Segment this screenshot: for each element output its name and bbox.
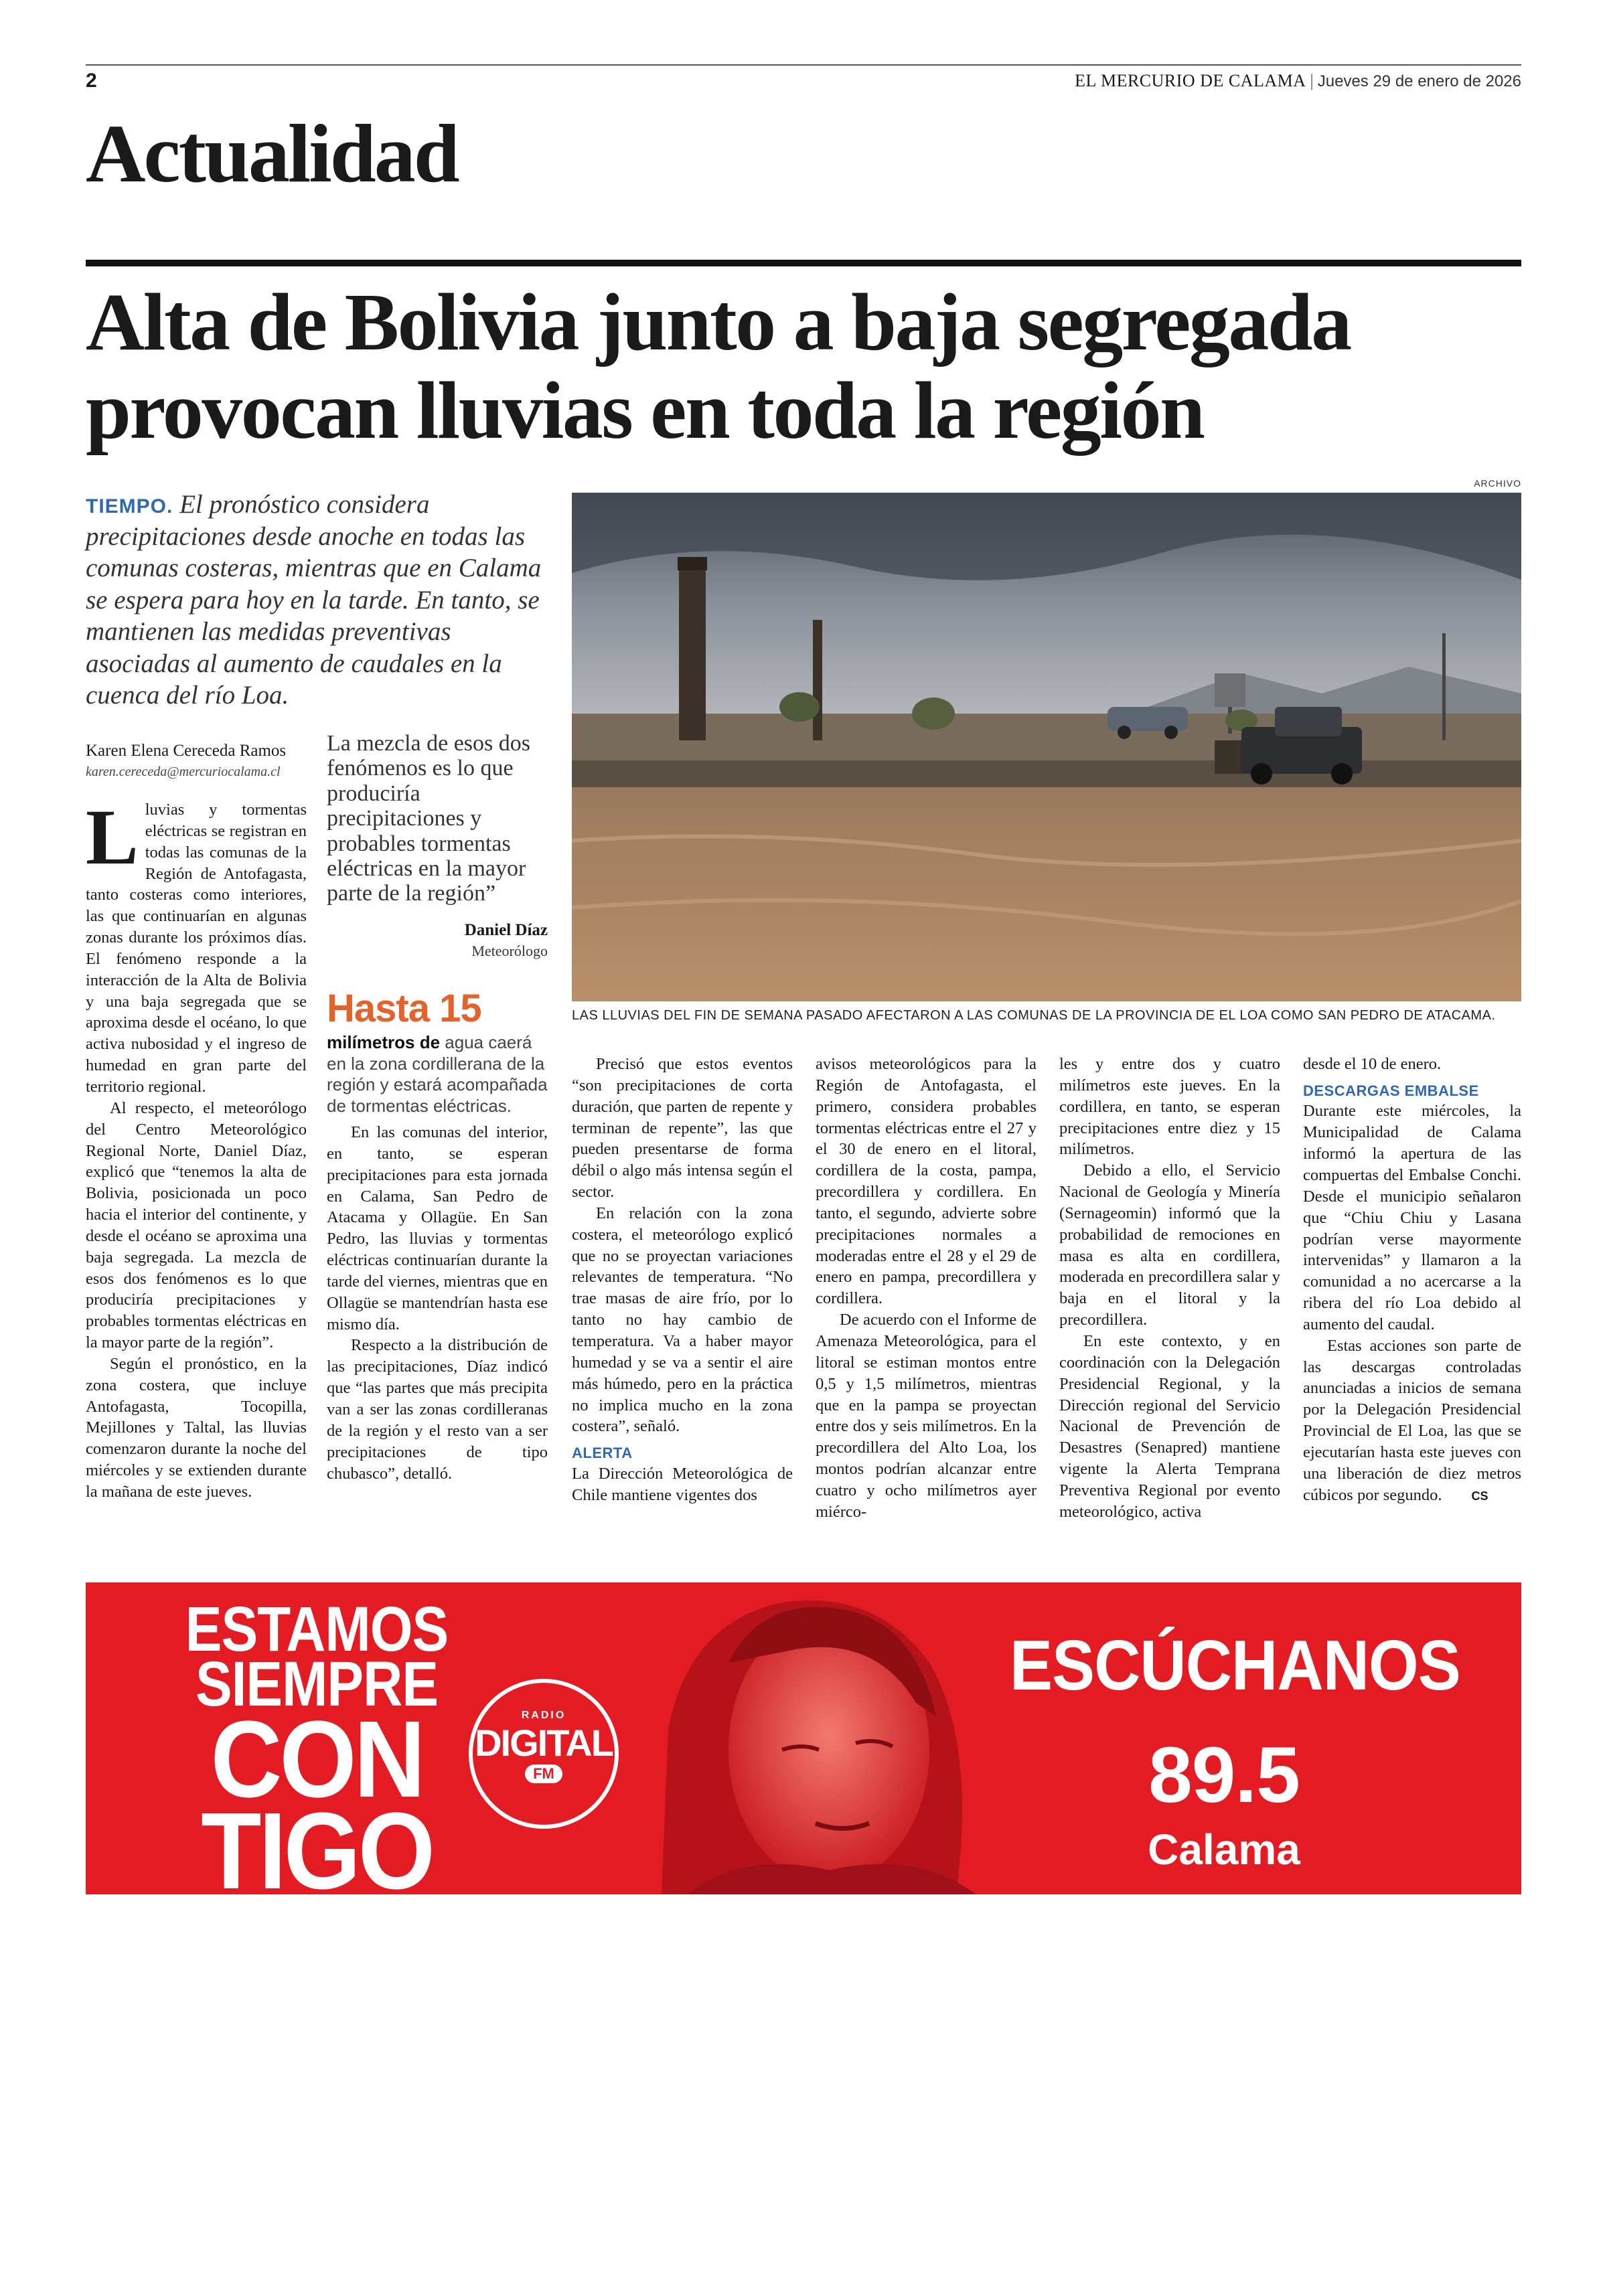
flood-photo-illustration [572, 493, 1521, 1001]
ad-slogan-line-2: SIEMPRE [195, 1649, 439, 1720]
stat-description [327, 1032, 548, 1117]
body-column-1 [86, 793, 307, 1503]
body-column-5 [1059, 1054, 1280, 1523]
radio-advertisement[interactable] [86, 1582, 1521, 1894]
body-paragraph: Precisó que estos eventos “son precipitaciones de corta duración, que parten de repente y terminan de repente”, las que pueden presentarse de forma débil o algo más intensa según el sector. [572, 1055, 793, 1202]
drop-cap: L [86, 793, 139, 881]
body-paragraph: avisos meteorológicos para la Región de Antofagasta, el primero, considera probables tormentas eléctricas entre el 27 y el 30 de enero en el litoral, cordillera de la costa, pampa, precordillera y cordillera. En tanto, el segundo, advierte sobre precipitaciones normales a moderadas entre el 28 y el 29 de enero en pampa, precordillera y cordillera. [816, 1055, 1037, 1308]
masthead [1075, 71, 1521, 91]
body-column-6 [1303, 1054, 1521, 1505]
body-column-3 [572, 1054, 793, 1505]
pull-quote-text: La mezcla de esos dos fenómenos es lo que produciría precipitaciones y probables tormentas eléctricas en la mayor parte de la región” [327, 731, 530, 906]
stat-bold: milímetros de [327, 1032, 441, 1052]
ad-slogan [139, 1594, 494, 1894]
ad-listen-text: ESCÚCHANOS [1010, 1626, 1460, 1706]
subhead-alerta: ALERTA [572, 1445, 633, 1462]
lead-text: El pronóstico considera precipitaciones desde anoche en todas las comunas costeras, mientras que en Calama se espera para hoy en la tarde. En tanto, se mantienen las medidas preventivas asociadas al aumento de caudales en la cuenca del río Loa. [86, 490, 542, 710]
headline [86, 278, 1521, 455]
body-paragraph: Debido a ello, el Servicio Nacional de Geología y Minería (Sernageomin) informó que la probabilidad de remociones en masa es alta en cordillera, moderada en precordillera salar y baja en el litoral y la precordillera. [1059, 1161, 1280, 1329]
body-column-4 [816, 1054, 1037, 1523]
body-paragraph: En relación con la zona costera, el meteorólogo explicó que no se proyectan variaciones relevantes de temperatura. “No trae masas de aire frío, por lo tanto no hay cambio de temperatura. Va a haber mayor humedad y se va a sentir el aire más húmedo, pero en la práctica no implica mucho en la zona costera”, señaló. [572, 1204, 793, 1436]
logo-digital-text: DIGITAL [475, 1722, 613, 1764]
ad-frequency: 89.5 [1148, 1731, 1300, 1819]
pull-quote [327, 731, 548, 960]
ad-city: Calama [1148, 1825, 1300, 1874]
body-paragraph [86, 793, 307, 1098]
body-column-2 [327, 1122, 548, 1484]
headline-line-1: Alta de Bolivia junto a baja segregada [86, 277, 1351, 367]
photo-caption: LAS LLUVIAS DEL FIN DE SEMANA PASADO AFECTARON A LAS COMUNAS DE LA PROVINCIA DE EL LOA COMO SAN PEDRO DE ATACAMA. [572, 1008, 1496, 1023]
lead-paragraph [86, 489, 548, 712]
body-paragraph: En las comunas del interior, en tanto, se esperan precipitaciones para esta jornada en Calama, San Pedro de Atacama y Ollagüe. En San Pedro, las lluvias y tormentas eléctricas continuarían durante la tarde del viernes, mientras que en Ollagüe se mantendrían hasta ese mismo día. [327, 1123, 548, 1333]
masthead-separator: | [1310, 71, 1314, 90]
logo-radio-text: RADIO [521, 1710, 566, 1721]
flood-photo [572, 493, 1521, 1001]
publication-name: EL MERCURIO DE CALAMA [1075, 71, 1306, 90]
pull-quote-role: Meteorólogo [471, 942, 548, 959]
body-paragraph: De acuerdo con el Informe de Amenaza Meteorológica, para el litoral se estiman montos entre 0,5 y 1,5 milímetros, mientras que en la pampa se proyectan entre dos y seis milímetros. En la precordillera del Alto Loa, los montos podrían alcanzar entre cuatro y ocho milímetros ayer miérco- [816, 1311, 1037, 1521]
body-paragraph: Durante este miércoles, la Municipalidad de Calama informó la apertura de las compuertas del Embalse Conchi. Desde el municipio señalaron que “Chiu Chiu y Lasana podrían verse mayormente intervenidas” y llamaron a la comunidad a no acercarse a la ribera del río Loa debido al aumento del caudal. [1303, 1102, 1521, 1333]
body-paragraph [1303, 1335, 1521, 1506]
body-paragraph: les y entre dos y cuatro milímetros este jueves. En la cordillera, en tanto, se esperan precipitaciones entre diez y 15 milímetros. [1059, 1055, 1280, 1159]
section-rule [86, 260, 1521, 266]
paragraph-text: Estas acciones son parte de las descargas controladas anunciadas a inicios de semana por la Delegación Presidencial Provincial de El Loa, las que se ejecutarían hasta este jueves con una liberación de diez metros cúbicos por segundo. [1303, 1336, 1521, 1504]
stat-value: Hasta 15 [327, 987, 481, 1030]
body-paragraph: desde el 10 de enero. [1303, 1055, 1442, 1073]
pull-quote-author: Daniel Díaz [464, 920, 548, 939]
stat-rest: agua caerá en la zona cordillerana de la región y estará acompañada de tormentas eléctricas. [327, 1032, 548, 1117]
page-number: 2 [86, 70, 97, 92]
section-title: Actualidad [86, 108, 458, 199]
body-paragraph: Según el pronóstico, en la zona costera, que incluye Antofagasta, Tocopilla, Mejillones y Taltal, las lluvias comenzaron durante la noche del miércoles y se extienden durante la mañana de este jueves. [86, 1354, 307, 1501]
byline [86, 742, 313, 780]
ad-slogan-line-1: ESTAMOS [185, 1594, 449, 1665]
byline-name: Karen Elena Cereceda Ramos [86, 742, 287, 760]
photo-credit: ARCHIVO [1474, 478, 1521, 489]
byline-email[interactable]: karen.cereceda@mercuriocalama.cl [86, 764, 281, 779]
radio-digital-logo [469, 1679, 619, 1829]
logo-fm-badge: FM [525, 1765, 562, 1783]
ad-call-to-action [1010, 1626, 1460, 1874]
ad-slogan-line-3: CON [210, 1698, 423, 1820]
end-mark: CS [1471, 1489, 1488, 1503]
lead-kicker: TIEMPO. [86, 495, 173, 517]
body-paragraph: Al respecto, el meteorólogo del Centro Meteorológico Regional Norte, Daniel Díaz, explicó que “tenemos la alta de Bolivia, posicionada un poco hacia el interior del continente, y desde el océano se aproxima una baja segregada. La mezcla de esos dos fenómenos es lo que produciría precipitaciones y probables tormentas eléctricas en la mayor parte de la región”. [86, 1098, 307, 1352]
body-paragraph: Respecto a la distribución de las precipitaciones, Díaz indicó que “las partes que más precipita van a ser las zonas cordilleranas de la región y el resto van a ser precipitaciones de tipo chubasco”, detalló. [327, 1336, 548, 1483]
body-paragraph: En este contexto, y en coordinación con la Delegación Presidencial Regional, y la Dirección regional del Servicio Nacional de Prevención de Desastres (Senapred) mantiene vigente la Alerta Temprana Preventiva Regional por evento meteorológico, activa [1059, 1331, 1280, 1521]
headline-line-2: provocan lluvias en toda la región [86, 365, 1204, 456]
paragraph-text: luvias y tormentas eléctricas se registran en todas las comunas de la Región de Antofagasta, tanto costeras como interiores, las que continuarían en algunas zonas durante los próximos días. El fenómeno responde a la interacción de la Alta de Bolivia y una baja segregada que se aproxima desde el océano, lo que activa nubosidad y el ingreso de humedad en gran parte del territorio regional. [86, 801, 307, 1096]
body-paragraph: La Dirección Meteorológica de Chile mantiene vigentes dos [572, 1464, 793, 1504]
ad-slogan-line-4: TIGO [201, 1790, 433, 1894]
issue-date: Jueves 29 de enero de 2026 [1317, 72, 1521, 90]
subhead-descargas-embalse: DESCARGAS EMBALSE [1303, 1082, 1479, 1099]
top-rule [86, 64, 1521, 66]
stat-callout [327, 989, 548, 1117]
